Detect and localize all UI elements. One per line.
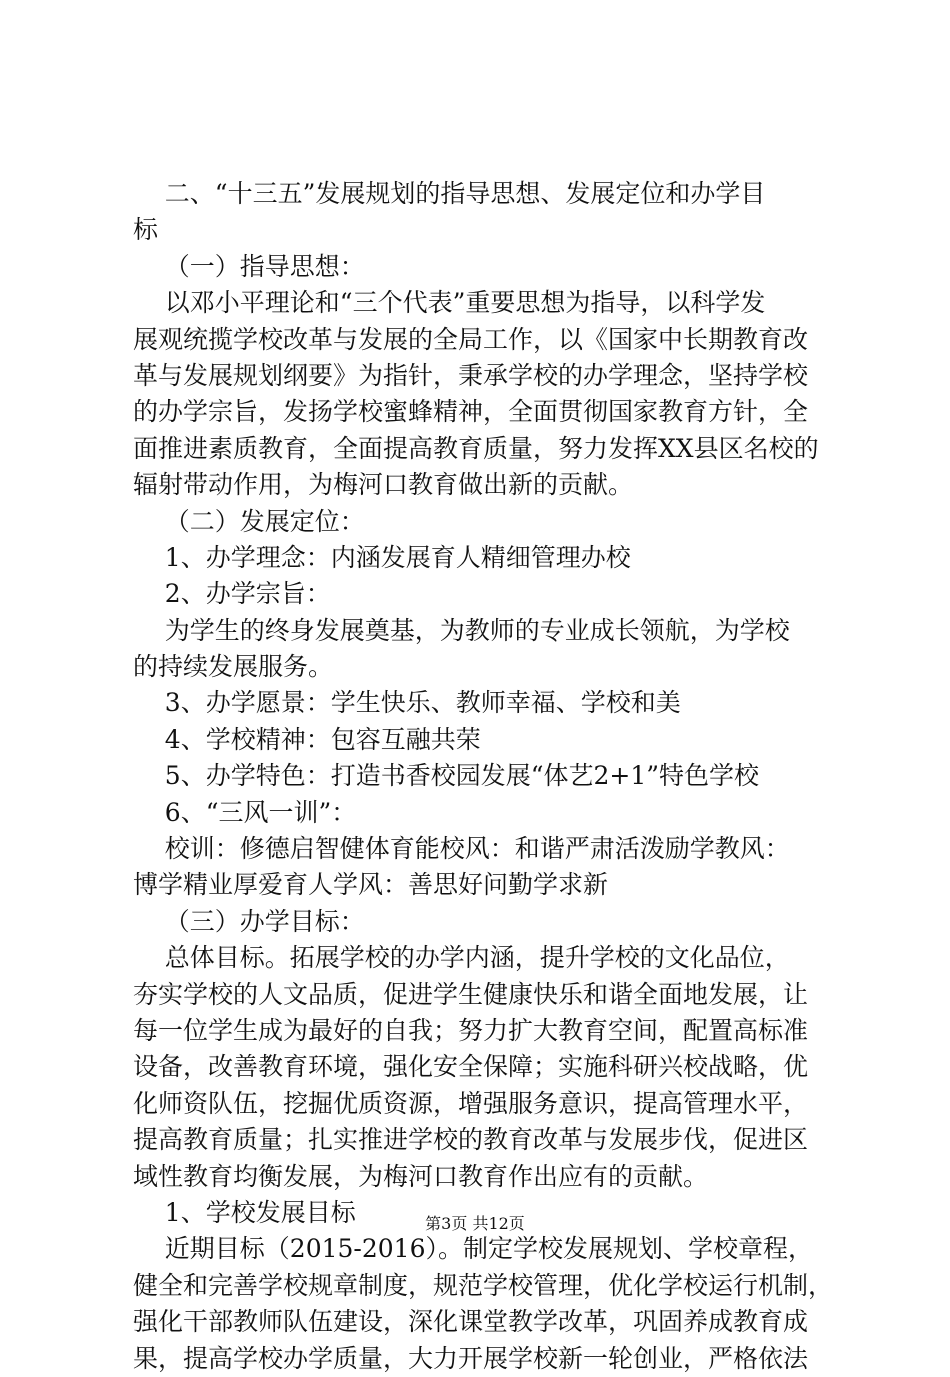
- paragraph-line: 总体目标。拓展学校的办学内涵，提升学校的文化品位，: [133, 943, 790, 973]
- subheading-development-positioning: （二）发展定位：: [133, 506, 365, 536]
- paragraph-line: 的持续发展服务。: [133, 652, 334, 682]
- paragraph-line: 博学精业厚爱育人学风：善思好问勤学求新: [133, 870, 609, 900]
- paragraph-line: 的办学宗旨，发扬学校蜜蜂精神，全面贯彻国家教育方针，全: [133, 397, 809, 427]
- list-item: 1、学校发展目标: [133, 1197, 356, 1227]
- paragraph-line: 化师资队伍，挖掘优质资源，增强服务意识，提高管理水平，: [133, 1088, 809, 1118]
- list-item: 4、学校精神：包容互融共荣: [133, 724, 481, 754]
- list-item: 5、办学特色：打造书香校园发展“体艺2+1”特色学校: [133, 761, 760, 791]
- paragraph-line: 每一位学生成为最好的自我；努力扩大教育空间，配置高标准: [133, 1015, 809, 1045]
- paragraph-line: 为学生的终身发展奠基，为教师的专业成长领航，为学校: [133, 615, 790, 645]
- paragraph-line: 面推进素质教育，全面提高教育质量，努力发挥XX县区名校的: [133, 433, 819, 463]
- list-item: 6、“三风一训”：: [133, 797, 357, 827]
- paragraph-line: 健全和完善学校规章制度，规范学校管理，优化学校运行机制，: [133, 1270, 834, 1300]
- paragraph-line: 校训：修德启智健体育能校风：和谐严肃活泼励学教风：: [133, 834, 790, 864]
- paragraph-line: 夯实学校的人文品质，促进学生健康快乐和谐全面地发展，让: [133, 979, 809, 1009]
- paragraph-line: 以邓小平理论和“三个代表”重要思想为指导，以科学发: [133, 288, 766, 318]
- paragraph-line: 强化干部教师队伍建设，深化课堂教学改革，巩固养成教育成: [133, 1307, 809, 1337]
- paragraph-line: 果，提高学校办学质量，大力开展学校新一轮创业，严格依法: [133, 1343, 809, 1373]
- paragraph-line: 提高教育质量；扎实推进学校的教育改革与发展步伐，促进区: [133, 1125, 809, 1155]
- paragraph-line: 辐射带动作用，为梅河口教育做出新的贡献。: [133, 470, 634, 500]
- subheading-school-goals: （三）办学目标：: [133, 906, 365, 936]
- paragraph-line: 域性教育均衡发展，为梅河口教育作出应有的贡献。: [133, 1161, 709, 1191]
- subheading-guiding-ideology: （一）指导思想：: [133, 251, 365, 281]
- list-item: 3、办学愿景：学生快乐、教师幸福、学校和美: [133, 688, 681, 718]
- list-item: 1、办学理念：内涵发展育人精细管理办校: [133, 542, 631, 572]
- heading-section-two-continued: 标: [133, 215, 159, 245]
- page-number-footer: 第3页 共12页: [425, 1214, 525, 1233]
- paragraph-line: 展观统揽学校改革与发展的全局工作，以《国家中长期教育改: [133, 324, 809, 354]
- paragraph-line: 近期目标（2015-2016）。制定学校发展规划、学校章程，: [133, 1234, 813, 1264]
- paragraph-line: 革与发展规划纲要》为指针，秉承学校的办学理念，坚持学校: [133, 360, 809, 390]
- paragraph-line: 设备，改善教育环境，强化安全保障；实施科研兴校战略，优: [133, 1052, 809, 1082]
- heading-section-two: 二、“十三五”发展规划的指导思想、发展定位和办学目: [133, 179, 766, 208]
- document-body: [133, 176, 833, 1377]
- list-item: 2、办学宗旨：: [133, 579, 331, 609]
